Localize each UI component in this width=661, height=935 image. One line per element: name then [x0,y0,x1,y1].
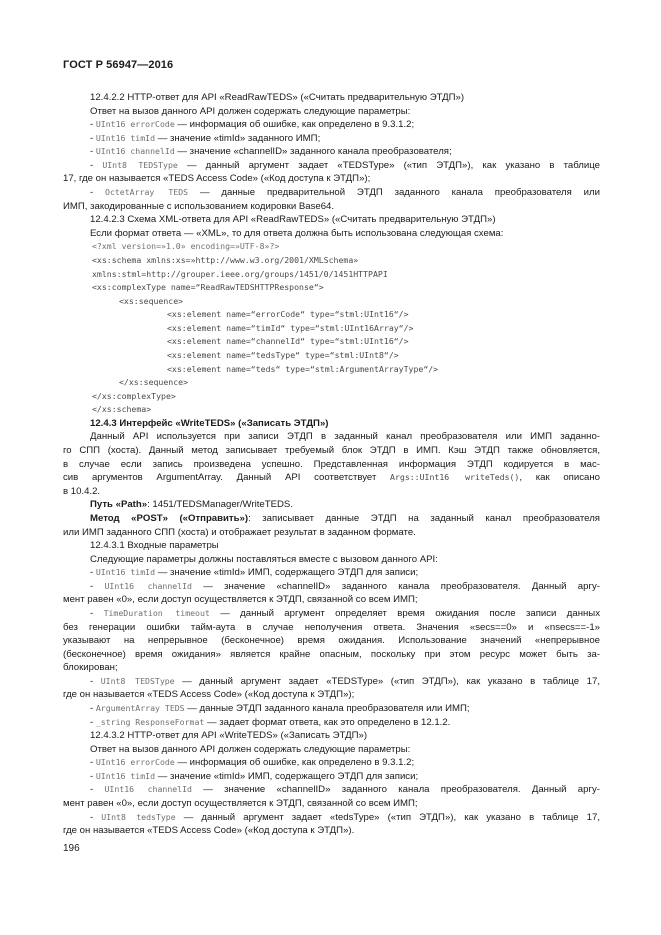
text-line [63,118,600,132]
text-run: - [90,132,96,144]
text-run: Если формат ответа — «XML», то для ответа должна быть использована следующая схема: [90,227,504,239]
text-line [63,634,600,648]
text-line [63,145,600,159]
code-text: <xs:element name=“channelId“ type=“stml:UInt16“/> [167,336,409,347]
text-run: мент равен «0», если доступ осуществляется к ЭТДП, связанной со всем ИМП; [63,594,418,606]
text-run: - [90,607,104,619]
text-line [63,688,600,702]
text-line [63,498,600,512]
text-line [63,471,600,485]
text-run: - [90,119,96,131]
text-line [63,743,600,757]
text-line [63,268,600,282]
text-line [63,593,600,607]
text-run: Данный API используется при записи ЭТДП в заданный канал преобразователя или ИМП заданно- [90,431,600,443]
text-run: — задает формат ответа, как это определено в 12.1.2. [204,716,451,728]
code-text: </xs:sequence> [119,377,189,388]
text-run: - [90,716,96,728]
text-run: 12.4.2.3 Схема XML-ответа для API «ReadRawTEDS» («Считать предварительную ЭТДП») [90,214,496,226]
text-run: 12.4.3 Интерфейс «WriteTEDS» («Записать ЭТДП») [90,417,329,429]
code-text: <xs:element name=“timId“ type=“stml:UInt16Array“/> [167,322,414,333]
text-line [63,200,600,214]
document-header: ГОСТ Р 56947—2016 [63,59,174,71]
code-text: </xs:complexType> [92,390,176,401]
text-run: - [90,580,105,592]
text-line [63,607,600,621]
text-line [63,444,600,458]
text-run: — данные предварительной ЭТДП заданного канала преобразователя или [188,187,600,199]
text-run: — данный аргумент задает «tedsType» («тип ЭТДП»), как указано в таблице 17, [175,811,600,823]
text-line [63,526,600,540]
text-run: , как описано [519,472,600,484]
text-run: ИМП, закодированные с использованием кодировки Base64. [63,200,335,212]
text-line [63,512,600,526]
text-line [63,824,600,838]
code-identifier: UInt16 channelId [95,146,175,157]
text-run: 12.4.2.2 HTTP-ответ для API «ReadRawTEDS» («Считать предварительную ЭТДП») [90,92,465,103]
text-run: - [90,146,96,158]
text-run: - [90,675,101,687]
text-run: - [90,703,96,715]
text-run: в случае если запись произведена успешно. Представленная информация ЭТДП кодируется в мас- [63,458,600,470]
text-line [63,376,600,390]
text-line [63,254,600,268]
code-identifier: UInt16 errorCode [95,119,175,130]
text-line [63,783,600,797]
text-run: или ИМП заданного СПП (хоста) и отображает результат в заданном формате. [63,526,416,538]
text-line [63,770,600,784]
text-run: - [90,757,96,769]
text-line [63,91,600,105]
text-run: 12.4.3.1 Входные параметры [90,540,219,552]
code-text: <xs:element name=“tedsType“ type=“stml:UInt8“/> [167,349,399,360]
page-number: 196 [63,843,80,854]
code-text: <xs:sequence> [119,295,184,306]
text-line [63,553,600,567]
text-line [63,621,600,635]
bold-run: Путь «Path» [90,499,148,511]
text-line [63,308,600,322]
text-run: - [90,159,103,171]
text-run: сив аргументов ArgumentArray. Данный API соответствует [63,472,391,484]
code-identifier: UInt16 timId [95,567,156,578]
text-run: указывают на непрерывное (бесконечное) время ожидания. Использование значений «непрерывное [63,635,600,647]
code-identifier: TimeDuration timeout [103,607,210,618]
text-run: Следующие параметры должны поставляться вместе с вызовом данного API: [90,553,438,565]
text-run: — значение «timId» заданного ИМП; [155,132,321,144]
text-run: — значение «channelID» заданного канала преобразователя. Данный аргу- [191,784,600,796]
text-line [63,322,600,336]
text-run: — значение «channelID» заданного канала преобразователя; [174,146,452,158]
text-run: где он называется «TEDS Access Code» («Код доступа к ЭТДП»); [63,689,355,701]
code-identifier: UInt8 TEDSType [100,675,175,686]
text-line [63,186,600,200]
text-line [63,403,600,417]
text-line [63,702,600,716]
text-line [63,811,600,825]
text-run: — информация об ошибке, как определено в 9.3.1.2; [174,119,415,131]
text-run: 12.4.3.2 HTTP-ответ для API «WriteTEDS» («Записать ЭТДП») [90,730,368,742]
text-line [63,458,600,472]
text-line [63,430,600,444]
text-line [63,240,600,254]
text-line [63,716,600,730]
text-run: - [90,770,96,782]
text-line [63,227,600,241]
text-run: го СПП (хоста). Данный метод записывает требуемый блок ЭТДП в ИМП. Кэш ЭТДП также обновляется, [63,445,600,457]
text-run: : записывает данные ЭТДП на заданный канал преобразователя [248,512,600,524]
code-identifier: ArgumentArray TEDS [95,703,185,714]
text-line [63,281,600,295]
code-text: </xs:schema> [92,404,152,415]
text-line [63,295,600,309]
document-body [63,91,600,838]
text-run: — значение «timId» ИМП, содержащего ЭТДП для записи; [155,567,419,579]
text-line [63,172,600,186]
text-line [63,797,600,811]
code-identifier: _string ResponseFormat [95,716,205,727]
text-run: - [90,811,102,823]
text-line [63,661,600,675]
text-run: - [90,784,105,796]
code-identifier: <?xml version=»1.0» encoding=»UTF-8»?> [92,241,280,252]
text-line [63,363,600,377]
code-identifier: UInt16 errorCode [95,757,175,768]
text-line [63,349,600,363]
code-text: <xs:element name=“teds“ type=“stml:ArgumentArrayType“/> [167,363,439,374]
text-run: - [90,567,96,579]
code-identifier: OctetArray TEDS [105,187,189,198]
text-run: - [90,187,106,199]
code-identifier: UInt8 TEDSType [102,159,178,170]
text-run: — данный аргумент задает «TEDSType» («тип ЭТДП»), как указано в таблице 17, [174,675,600,687]
text-line [63,485,600,499]
code-text: <xs:element name=“errorCode“ type=“stml:UInt16“/> [167,309,409,320]
text-line [63,159,600,173]
text-run: — данные ЭТДП заданного канала преобразователя или ИМП; [184,703,470,715]
text-run: в 10.4.2. [63,485,101,497]
code-identifier: UInt16 channelId [104,580,192,591]
text-line [63,335,600,349]
text-line [63,539,600,553]
code-text: <xs:complexType name=“ReadRawTEDSHTTPResponse“> [92,282,324,293]
text-run: — данный аргумент определяет время ожидания после записи данных [209,607,600,619]
text-run: где он называется «TEDS Access Code» («Код доступа к ЭТДП»). [63,825,355,837]
text-line [63,213,600,227]
text-line [63,566,600,580]
text-line [63,756,600,770]
text-run: без генерации ошибки тайм-аута в случае неполучения ответа. Значения «secs==0» и «nsecs==-1» [63,621,600,633]
text-run: — информация об ошибке, как определено в 9.3.1.2; [174,757,415,769]
text-line [63,675,600,689]
text-line [63,390,600,404]
text-line [63,580,600,594]
text-run: (бесконечное) время ожидания» является крайне опасным, поскольку при этом ресурс может быть за- [63,648,600,660]
text-line [63,417,600,431]
text-run: — данный аргумент задает «TEDSType» («тип ЭТДП»), как указано в таблице [177,159,600,171]
text-line [63,105,600,119]
code-identifier: UInt16 timId [95,770,156,781]
text-run: Ответ на вызов данного API должен содержать следующие параметры: [90,105,411,117]
code-text: xmlns:stml=http://grouper.ieee.org/groups/1451/0/1451HTTPAPI [92,268,388,279]
text-run: Ответ на вызов данного API должен содержать следующие параметры: [90,743,411,755]
text-run: : 1451/TEDSManager/WriteTEDS. [147,499,293,511]
text-run: — значение «channelID» заданного канала преобразователя. Данный аргу- [191,580,600,592]
text-line [63,648,600,662]
code-text: Args::UInt16 writeTeds() [390,472,520,483]
text-run: блокирован; [63,662,118,674]
text-run: 17, где он называется «TEDS Access Code» («Код доступа к ЭТДП»); [63,173,371,185]
text-line [63,132,600,146]
code-identifier: UInt16 timId [95,132,156,143]
code-identifier: UInt8 tedsType [101,811,176,822]
code-identifier: UInt16 channelId [104,784,192,795]
bold-run: Метод «POST» («Отправить») [90,512,249,524]
text-run: — значение «timId» ИМП, содержащего ЭТДП для записи; [155,770,419,782]
code-text: <xs:schema xmlns:xs=»http://www.w3.org/2001/XMLSchema» [92,254,359,265]
text-line [63,729,600,743]
text-run: мент равен «0», если доступ осуществляется к ЭТДП, связанной со всем ИМП; [63,798,418,810]
